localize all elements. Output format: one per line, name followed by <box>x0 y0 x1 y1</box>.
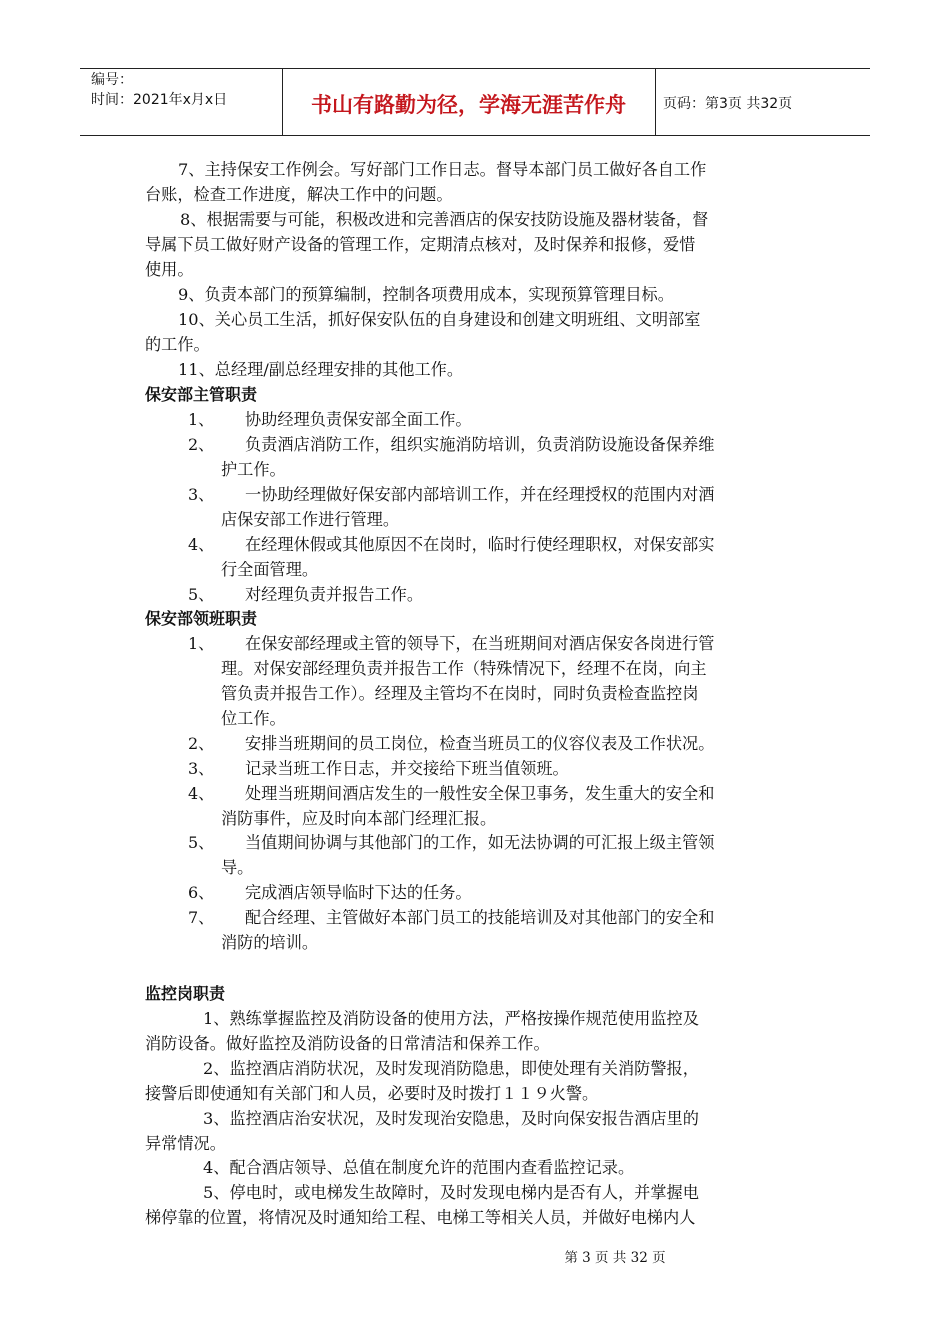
body-line: 10、关心员工生活，抓好保安队伍的自身建设和创建文明班组、文明部室 <box>178 310 701 329</box>
item-number: 5、 <box>188 585 215 604</box>
header-page-info: 页码：第3页 共32页 <box>663 96 793 112</box>
body-line: 台账，检查工作进度，解决工作中的问题。 <box>145 185 453 204</box>
item-number: 5、 <box>188 833 215 852</box>
item-line: 位工作。 <box>221 709 286 728</box>
body-line: 4、配合酒店领导、总值在制度允许的范围内查看监控记录。 <box>203 1158 635 1177</box>
body-line: 导属下员工做好财产设备的管理工作，定期清点核对，及时保养和报修，爱惜 <box>145 235 696 254</box>
body-line: 接警后即使通知有关部门和人员，必要时及时拨打１１９火警。 <box>145 1084 599 1103</box>
item-line: 安排当班期间的员工岗位，检查当班员工的仪容仪表及工作状况。 <box>245 734 715 753</box>
item-number: 6、 <box>188 883 215 902</box>
item-line: 消防事件，应及时向本部门经理汇报。 <box>221 809 497 828</box>
date-label: 时间：2021年x月x日 <box>91 92 228 108</box>
body-line: 1、熟练掌握监控及消防设备的使用方法，严格按操作规范使用监控及 <box>203 1009 699 1028</box>
section-heading: 保安部领班职责 <box>145 609 258 628</box>
item-line: 当值期间协调与其他部门的工作，如无法协调的可汇报上级主管领 <box>245 833 715 852</box>
item-line: 记录当班工作日志，并交接给下班当值领班。 <box>245 759 569 778</box>
body-line: 8、根据需要与可能，积极改进和完善酒店的保安技防设施及器材装备，督 <box>180 210 709 229</box>
item-number: 1、 <box>188 634 215 653</box>
item-line: 配合经理、主管做好本部门员工的技能培训及对其他部门的安全和 <box>245 908 715 927</box>
body-line: 3、监控酒店治安状况，及时发现治安隐患，及时向保安报告酒店里的 <box>203 1109 699 1128</box>
item-line: 理。对保安部经理负责并报告工作（特殊情况下，经理不在岗，向主 <box>221 659 707 678</box>
header-motto: 书山有路勤为径，学海无涯苦作舟 <box>311 93 626 117</box>
item-number: 4、 <box>188 784 215 803</box>
item-line: 处理当班期间酒店发生的一般性安全保卫事务，发生重大的安全和 <box>245 784 715 803</box>
body-line: 异常情况。 <box>145 1134 226 1153</box>
body-line: 9、负责本部门的预算编制，控制各项费用成本，实现预算管理目标。 <box>178 285 674 304</box>
header-meta <box>91 70 227 110</box>
section-heading: 监控岗职责 <box>145 984 226 1003</box>
body-line: 的工作。 <box>145 335 210 354</box>
item-number: 3、 <box>188 485 215 504</box>
body-line: 5、停电时，或电梯发生故障时，及时发现电梯内是否有人，并掌握电 <box>203 1183 699 1202</box>
code-label: 编号： <box>91 72 133 88</box>
section-heading: 保安部主管职责 <box>145 385 258 404</box>
item-line: 对经理负责并报告工作。 <box>245 585 424 604</box>
body-line: 梯停靠的位置，将情况及时通知给工程、电梯工等相关人员，并做好电梯内人 <box>145 1208 696 1227</box>
page-footer: 第 3 页 共 32 页 <box>564 1250 666 1266</box>
item-number: 1、 <box>188 410 215 429</box>
item-number: 2、 <box>188 734 215 753</box>
item-line: 在经理休假或其他原因不在岗时，临时行使经理职权，对保安部实 <box>245 535 715 554</box>
item-line: 导。 <box>221 858 254 877</box>
item-line: 一协助经理做好保安部内部培训工作，并在经理授权的范围内对酒 <box>245 485 715 504</box>
item-line: 在保安部经理或主管的领导下，在当班期间对酒店保安各岗进行管 <box>245 634 715 653</box>
body-line: 2、监控酒店消防状况，及时发现消防隐患，即使处理有关消防警报， <box>203 1059 699 1078</box>
header-bottom-rule <box>80 135 870 136</box>
item-line: 协助经理负责保安部全面工作。 <box>245 410 472 429</box>
item-line: 负责酒店消防工作，组织实施消防培训，负责消防设施设备保养维 <box>245 435 715 454</box>
body-line: 消防设备。做好监控及消防设备的日常清洁和保养工作。 <box>145 1034 550 1053</box>
item-line: 消防的培训。 <box>221 933 319 952</box>
header-divider-right <box>655 68 656 135</box>
header-top-rule <box>80 68 870 69</box>
body-line: 11、总经理/副总经理安排的其他工作。 <box>178 360 464 379</box>
item-line: 行全面管理。 <box>221 560 319 579</box>
item-number: 3、 <box>188 759 215 778</box>
item-number: 7、 <box>188 908 215 927</box>
item-line: 店保安部工作进行管理。 <box>221 510 400 529</box>
body-line: 7、主持保安工作例会。写好部门工作日志。督导本部门员工做好各自工作 <box>178 160 707 179</box>
item-line: 管负责并报告工作）。经理及主管均不在岗时，同时负责检查监控岗 <box>221 684 699 703</box>
body-line: 使用。 <box>145 260 194 279</box>
item-number: 2、 <box>188 435 215 454</box>
item-line: 完成酒店领导临时下达的任务。 <box>245 883 472 902</box>
item-line: 护工作。 <box>221 460 286 479</box>
item-number: 4、 <box>188 535 215 554</box>
